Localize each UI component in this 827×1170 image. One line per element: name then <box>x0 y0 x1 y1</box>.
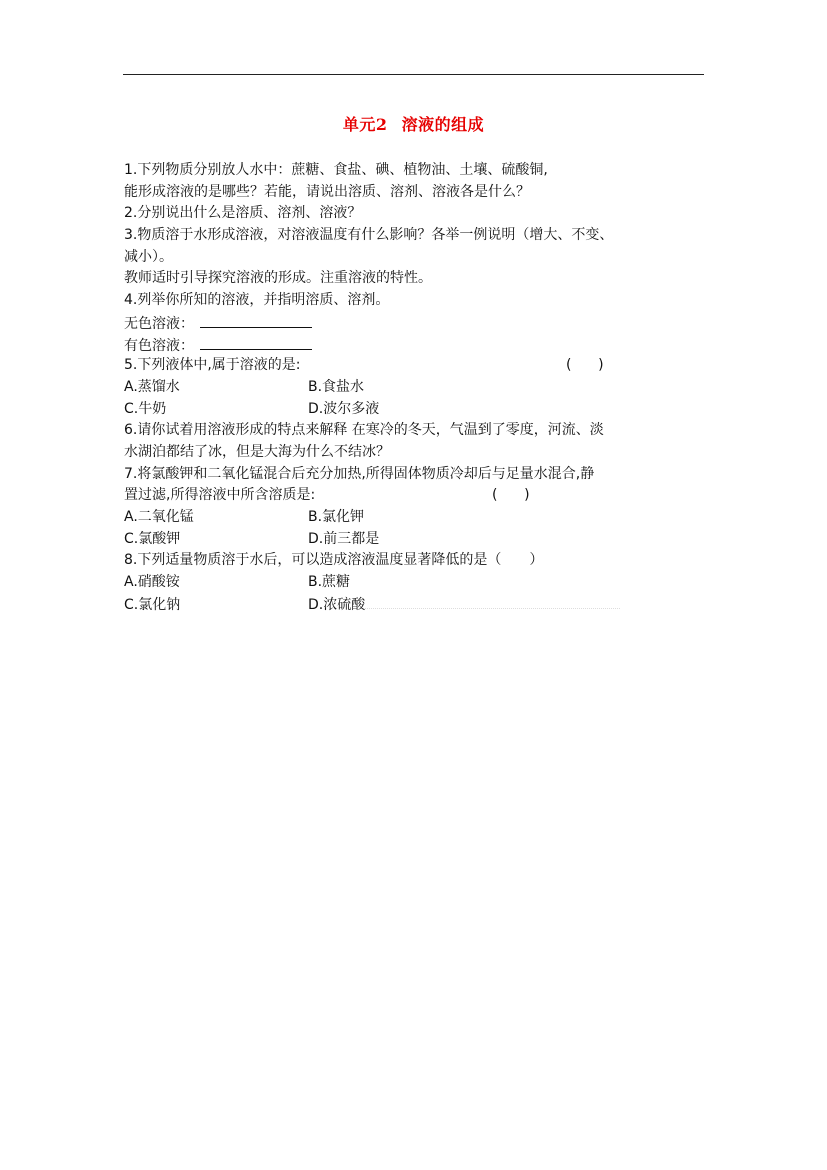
question-7-option-c: C.氯酸钾 <box>124 530 181 547</box>
question-6-line-1: 6.请你试着用溶液形成的特点来解释 在寒冷的冬天，气温到了零度，河流、淡 <box>124 422 604 439</box>
question-7-text: 置过滤,所得溶液中所含溶质是: <box>124 487 316 504</box>
title-unit: 单元2 <box>342 115 388 134</box>
question-7-line-2 <box>124 485 714 507</box>
question-2: 2.分别说出什么是溶质、溶剂、溶液？ <box>124 205 362 222</box>
question-5-text: 5.下列液体中,属于溶液的是: <box>124 357 301 374</box>
question-8-option-c: C.氯化钠 <box>124 596 181 613</box>
question-7-option-b: B.氯化钾 <box>308 509 365 525</box>
question-7-options-cd <box>124 529 714 551</box>
colored-solution-label: 有色溶液： <box>124 337 194 354</box>
colorless-solution-blank[interactable] <box>200 312 312 328</box>
question-7-option-d: D.前三都是 <box>308 530 380 547</box>
faint-dotted-rule <box>365 594 620 609</box>
question-8-options-cd <box>124 594 714 616</box>
question-8-option-b: B.蔗糖 <box>308 574 351 591</box>
question-8-option-d: D.浓硫酸 <box>308 596 366 613</box>
question-1-line-1: 1.下列物质分别放人水中：蔗糖、食盐、碘、植物油、土壤、硫酸铜, <box>124 162 548 178</box>
colorless-solution-label: 无色溶液： <box>124 315 194 332</box>
question-5 <box>124 355 714 377</box>
header-rule <box>123 74 704 75</box>
question-5-options-cd <box>124 399 714 421</box>
colored-solution-row <box>124 334 714 356</box>
question-8: 8.下列适量物质溶于水后，可以造成溶液温度显著降低的是（ ） <box>124 552 544 569</box>
document-body <box>124 160 714 615</box>
question-7-line-1: 7.将氯酸钾和二氧化锰混合后充分加热,所得固体物质冷却后与足量水混合,静 <box>124 465 595 482</box>
page-title <box>0 112 827 135</box>
question-5-option-c: C.牛奶 <box>124 400 167 417</box>
title-name: 溶液的组成 <box>401 115 485 134</box>
question-3-line-1: 3.物质溶于水形成溶液，对溶液温度有什么影响？各举一例说明（增大、不变、 <box>124 227 614 244</box>
question-7-option-a: A.二氧化锰 <box>124 509 194 525</box>
question-5-answer-paren: ( ) <box>566 357 604 374</box>
question-7-options-ab <box>124 507 714 529</box>
question-6-line-2: 水湖泊都结了冰，但是大海为什么不结冰？ <box>124 443 390 460</box>
question-3-line-2: 减小）。 <box>124 248 173 265</box>
question-5-option-b: B.食盐水 <box>308 378 365 395</box>
teacher-note: 教师适时引导探究溶液的形成。注重溶液的特性。 <box>124 270 432 287</box>
question-5-options-ab <box>124 377 714 399</box>
question-5-option-d: D.波尔多液 <box>308 400 380 417</box>
question-8-option-a: A.硝酸铵 <box>124 574 180 591</box>
question-4: 4.列举你所知的溶液，并指明溶质、溶剂。 <box>124 292 390 309</box>
question-8-options-ab <box>124 572 714 594</box>
question-1-line-2: 能形成溶液的是哪些？若能，请说出溶质、溶剂、溶液各是什么？ <box>124 183 530 200</box>
question-7-answer-paren: ( ) <box>492 487 530 504</box>
question-5-option-a: A.蒸馏水 <box>124 378 180 395</box>
colorless-solution-row <box>124 312 714 334</box>
colored-solution-blank[interactable] <box>200 334 312 350</box>
